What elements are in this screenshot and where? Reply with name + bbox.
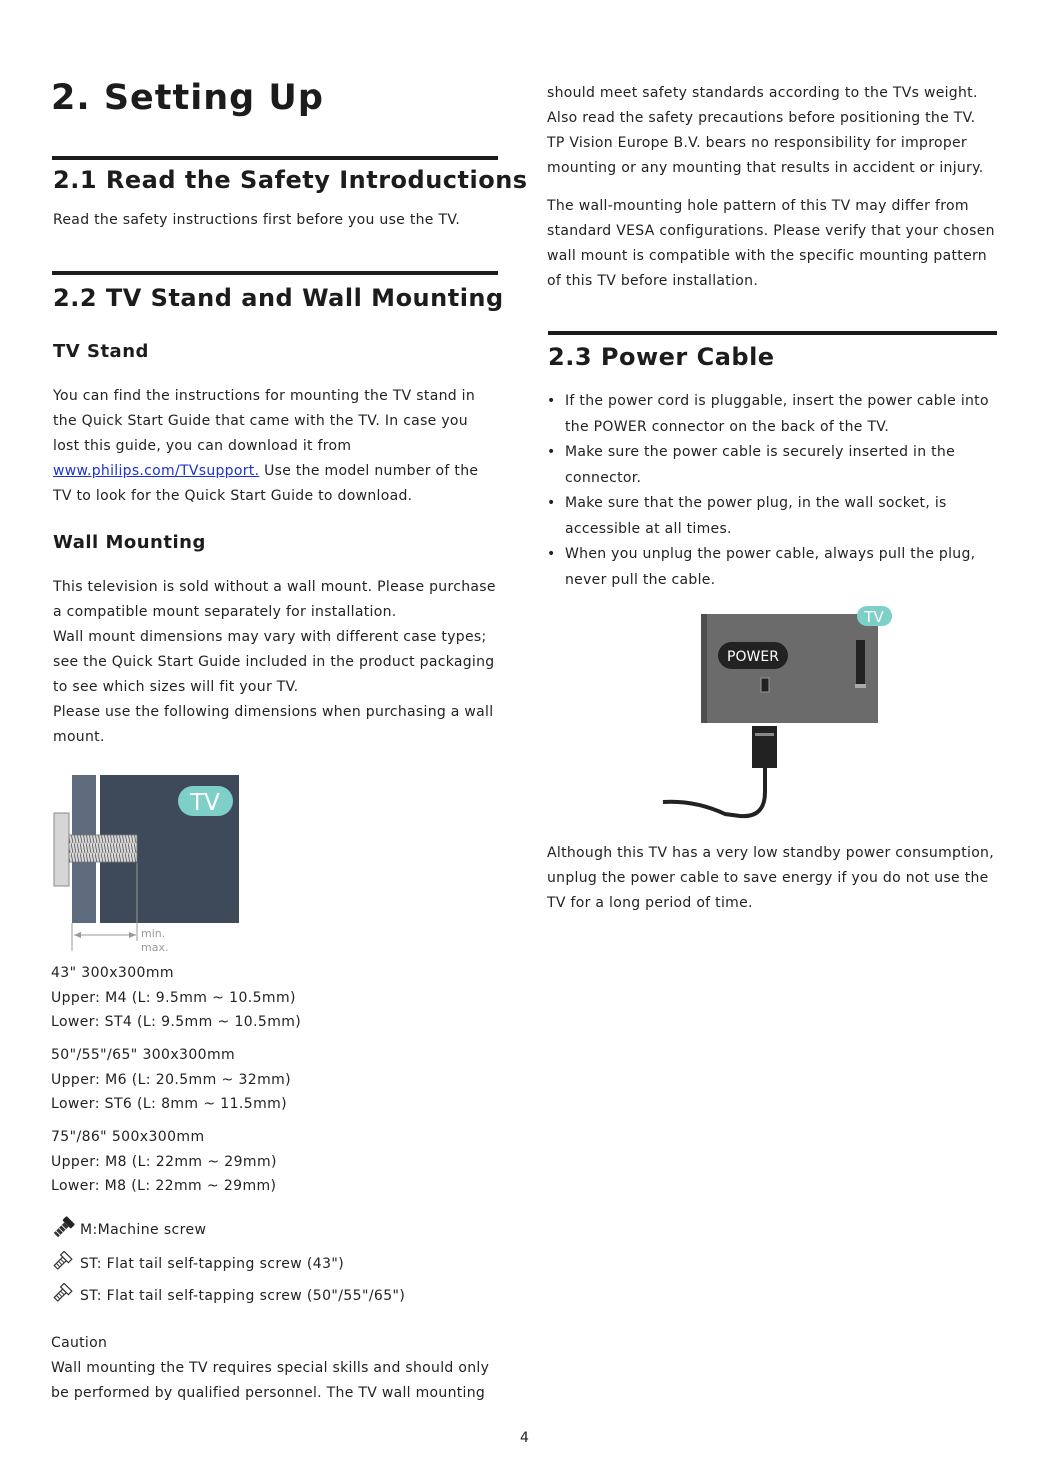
power-cable-diagram [655, 600, 900, 825]
wall-mounting-paragraph: Wall mount dimensions may vary with different case types; see the Quick Start Guide included in the product packaging to see which sizes will fit your TV. [53, 629, 495, 695]
screw-shaft [69, 835, 137, 862]
power-bullet: • Make sure the power cable is securely inserted in the connector. [547, 440, 999, 491]
wall-plate [54, 813, 69, 886]
standby-note: Although this TV has a very low standby power consumption, unplug the power cable to save energy if you do not use the TV for a long period of time. [547, 845, 994, 911]
tv-back-panel [701, 614, 878, 723]
dimension-group [51, 961, 301, 1035]
wall-mount-diagram [50, 773, 245, 958]
screw-legend-item [50, 1215, 206, 1245]
caution-text: Wall mounting the TV requires special skills and should only be performed by qualified personnel. The TV wall mounting [51, 1360, 490, 1401]
screw-legend-label: ST: Flat tail self-tapping screw (50"/55"/65") [80, 1288, 406, 1304]
dimension-size: 50"/55"/65" 300x300mm [51, 1047, 236, 1063]
dimension-upper: Upper: M6 (L: 20.5mm ~ 32mm) [51, 1071, 292, 1088]
dimension-group [51, 1125, 277, 1199]
section-divider [52, 271, 498, 275]
support-link[interactable]: www.philips.com/TVsupport. [53, 463, 260, 479]
wall-mounting-paragraph: Please use the following dimensions when purchasing a wall mount. [53, 704, 494, 745]
power-plug [752, 726, 777, 768]
power-socket [761, 678, 769, 692]
self-tapping-screw-icon [50, 1283, 78, 1309]
machine-screw-icon [50, 1215, 78, 1245]
wall-mounting-heading: Wall Mounting [53, 532, 206, 553]
power-badge-label: POWER [727, 649, 779, 665]
dimension-upper: Upper: M8 (L: 22mm ~ 29mm) [51, 1153, 277, 1170]
screw-legend-label: ST: Flat tail self-tapping screw (43") [80, 1256, 345, 1272]
power-bullet: • If the power cord is pluggable, insert the power cable into the POWER connector on the back of the TV. [547, 389, 999, 440]
tv-stand-text-b: Use the model number of the TV to look for the Quick Start Guide to download. [53, 463, 479, 504]
caution-heading: Caution [51, 1335, 108, 1351]
wall-mounting-paragraph: This television is sold without a wall mount. Please purchase a compatible mount separately for installation. [53, 579, 496, 620]
dimension-size: 43" 300x300mm [51, 965, 174, 981]
section-divider [52, 156, 498, 160]
power-cord [663, 768, 765, 816]
tv-badge-label: TV [190, 790, 220, 816]
min-label: min. [141, 927, 166, 940]
power-bullet-list [547, 389, 999, 593]
wall-mounting-text [53, 575, 499, 750]
safety-intro-text: Read the safety instructions first before you use the TV. [53, 212, 461, 228]
tv-stand-text [53, 384, 499, 509]
dimension-size: 75"/86" 500x300mm [51, 1129, 205, 1145]
max-label: max. [141, 941, 169, 954]
dimension-upper: Upper: M4 (L: 9.5mm ~ 10.5mm) [51, 989, 296, 1006]
dimension-lower: Lower: ST6 (L: 8mm ~ 11.5mm) [51, 1096, 288, 1112]
dimension-group [51, 1043, 291, 1117]
section-divider [548, 331, 997, 335]
caution-text-continued: should meet safety standards according to the TVs weight. Also read the safety precautions before positioning the TV. [547, 85, 978, 126]
self-tapping-screw-icon [50, 1251, 78, 1277]
disclaimer-text: TP Vision Europe B.V. bears no responsibility for improper mounting or any mounting that results in accident or injury. [547, 135, 984, 176]
screw-legend-item [50, 1251, 344, 1277]
screw-legend-item [50, 1283, 405, 1309]
section-title-mounting: 2.2 TV Stand and Wall Mounting [53, 284, 504, 312]
section-title-power: 2.3 Power Cable [548, 343, 775, 371]
page-number: 4 [520, 1430, 529, 1446]
vesa-note: The wall-mounting hole pattern of this TV may differ from standard VESA configurations. Please verify that your chosen wall mount is compatible with the specific mounting pattern of this TV before installation. [547, 198, 995, 289]
section-title-safety: 2.1 Read the Safety Introductions [53, 166, 528, 194]
power-bullet: • Make sure that the power plug, in the wall socket, is accessible at all times. [547, 491, 999, 542]
tv-stand-text-a: You can find the instructions for mounting the TV stand in the Quick Start Guide that came with the TV. In case you lost this guide, you can download it from [53, 388, 476, 454]
screw-legend-label: M:Machine screw [80, 1222, 207, 1238]
dimension-lower: Lower: M8 (L: 22mm ~ 29mm) [51, 1178, 277, 1194]
power-bullet: • When you unplug the power cable, always pull the plug, never pull the cable. [547, 542, 999, 593]
chapter-title: 2. Setting Up [51, 78, 324, 118]
tv-badge-label: TV [864, 608, 884, 626]
tv-stand-heading: TV Stand [53, 341, 149, 362]
dimension-lower: Lower: ST4 (L: 9.5mm ~ 10.5mm) [51, 1014, 302, 1030]
